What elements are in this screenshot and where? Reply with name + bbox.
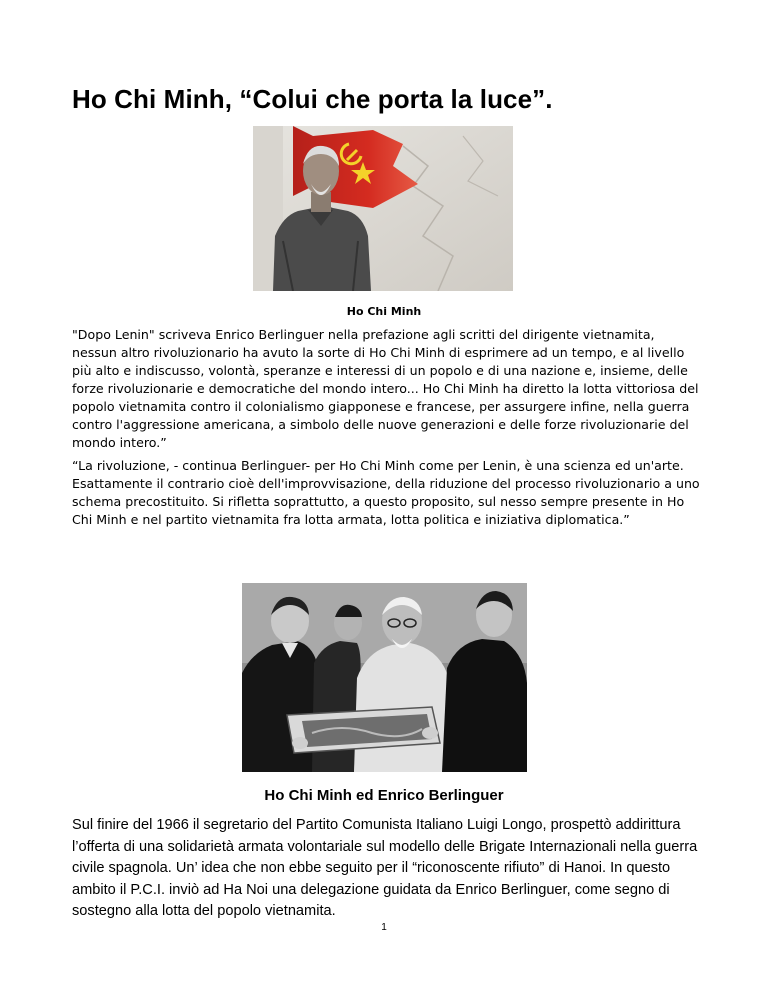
figure-caption-ho-chi-minh: Ho Chi Minh — [346, 305, 422, 318]
paragraph-revolution-quote: “La rivoluzione, - continua Berlinguer- per Ho Chi Minh come per Lenin, è una scienza ed un'arte. Esattamente il contrario cioè dell'improvvisazione, della riduzione del processo rivoluzionario a uno schema precostituito. Si rifletta soprattutto, a questo proposito, sul nesso sempre presente in Ho Chi Minh e nel partito vietnamita fra lotta armata, lotta politica e iniziativa diplomatica.” — [72, 458, 700, 527]
page-title: Ho Chi Minh, “Colui che porta la luce”. — [72, 84, 553, 114]
ho-chi-minh-berlinguer-photo — [242, 583, 527, 772]
paragraph-pci-delegation: Sul finire del 1966 il segretario del Partito Comunista Italiano Luigi Longo, prospettò addirittura l’offerta di una solidarietà armata volontariale sul modello delle Brigate Internazionali nella guerra civile spagnola. Un’ idea che non ebbe seguito per il “riconoscente rifiuto” di Hanoi. In questo ambito il P.C.I. inviò ad Ha Noi una delegazione guidata da Enrico Berlinguer, come segno di sostegno alla lotta del popolo vietnamita. — [72, 817, 698, 919]
figure-caption-ho-chi-minh-berlinguer: Ho Chi Minh ed Enrico Berlinguer — [264, 787, 504, 804]
page-number: 1 — [381, 922, 387, 933]
paragraph-berlinguer-quote: "Dopo Lenin" scriveva Enrico Berlinguer nella prefazione agli scritti del dirigente vietnamita, nessun altro rivoluzionario ha avuto la sorte di Ho Chi Minh di esprimere ad un tempo, e al livello più alto e indiscusso, volontà, speranze e interessi di un popolo e di una nazione e, insieme, delle forze rivoluzionarie e democratiche del mondo intero... Ho Chi Minh ha diretto la lotta vittoriosa del popolo vietnamita contro il colonialismo giapponese e francese, per assurgere infine, nella guerra contro l'aggressione americana, a simbolo delle nuove generazioni e delle forze rivoluzionarie del mondo intero.” — [72, 327, 699, 450]
ho-chi-minh-portrait-photo — [253, 126, 513, 291]
